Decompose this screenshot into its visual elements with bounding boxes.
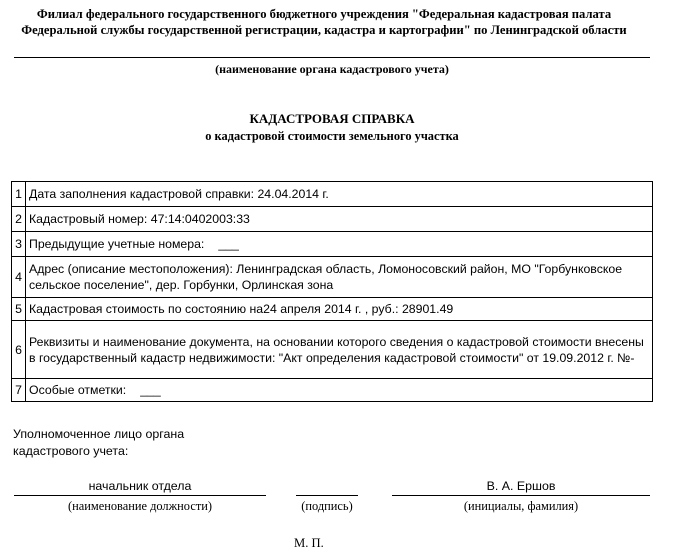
row-text: Предыдущие учетные номера: [29,237,205,251]
signature-line [296,495,358,496]
position-value: начальник отдела [88,479,192,493]
name-line [392,495,650,496]
row-text: Адрес (описание местоположения): Ленинградская область, Ломоносовский район, МО "Горбунковское сельское поселение", дер. Горбунки, Орлинская зона [26,257,653,298]
position-caption: (наименование должности) [68,499,212,513]
document-title: КАДАСТРОВАЯ СПРАВКА [249,111,415,126]
table-row [12,232,653,257]
authorized-person-line1: Уполномоченное лицо органа [13,427,185,441]
empty-value-dash: ___ [140,383,161,397]
row-text: Кадастровая стоимость по состоянию на24 апреля 2014 г. , руб.: 28901.49 [26,298,653,321]
organization-underline [14,57,650,58]
position-line [14,495,266,496]
row-number: 6 [12,321,26,379]
row-number: 3 [12,232,26,257]
name-value: В. А. Ершов [486,479,556,493]
row-text: Особые отметки: [29,383,127,397]
row-text: Кадастровый номер: 47:14:0402003:33 [26,207,653,232]
row-text: Дата заполнения кадастровой справки: 24.04.2014 г. [26,182,653,207]
name-caption: (инициалы, фамилия) [463,499,579,513]
row-number: 2 [12,207,26,232]
row-cell [26,232,653,257]
table-row [12,207,653,232]
document-subtitle: о кадастровой стоимости земельного участка [205,129,459,143]
cadastral-info-table [11,181,653,402]
row-number: 5 [12,298,26,321]
authorized-person-label [13,426,184,460]
table-row [12,257,653,298]
table-row [12,379,653,402]
table-row [12,182,653,207]
organization-name: Филиал федерального государственного бюджетного учреждения "Федеральная кадастровая палата Федеральной службы государственной регистрации, кадастра и картографии" по Ленинградской области [21,7,627,37]
stamp-place-label: М. П. [294,536,324,550]
row-number: 1 [12,182,26,207]
table-row [12,298,653,321]
row-text: Реквизиты и наименование документа, на основании которого сведения о кадастровой стоимости внесены в государственный кадастр недвижимости: "Акт определения кадастровой стоимости" от 19.09.2012 г. №- [26,321,653,379]
row-number: 7 [12,379,26,402]
authorized-person-line2: кадастрового учета: [13,444,129,458]
row-number: 4 [12,257,26,298]
organization-caption: (наименование органа кадастрового учета) [215,62,449,76]
empty-value-dash: ___ [218,237,239,251]
table-row [12,321,653,379]
row-cell [26,379,653,402]
signature-caption: (подпись) [301,499,353,513]
